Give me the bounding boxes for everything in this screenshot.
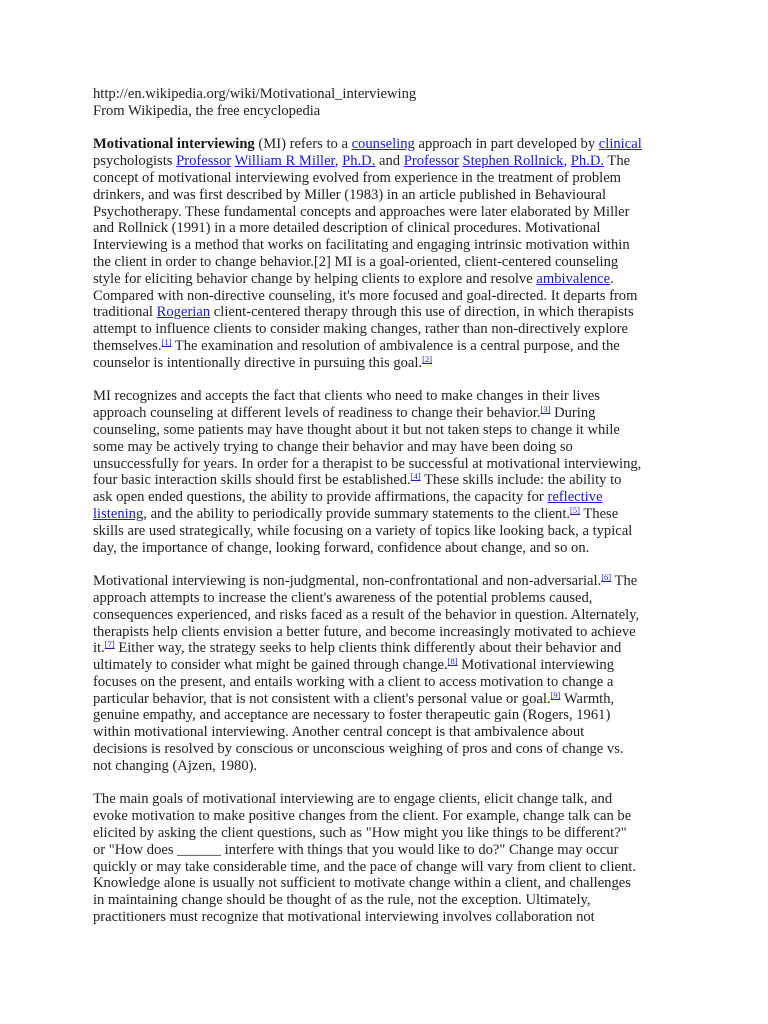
source-url: http://en.wikipedia.org/wiki/Motivational_interviewing bbox=[93, 86, 417, 102]
text-line: or "How does ______ interfere with things that you would like to do?" Change may occur bbox=[93, 841, 619, 858]
link-william-r-miller[interactable]: William R Miller bbox=[234, 153, 335, 170]
paragraph-3 bbox=[93, 573, 683, 775]
text-line: and Rollnick (1991) in a more detailed description of clinical procedures. Motivational bbox=[93, 220, 601, 237]
citation-3[interactable]: [3] bbox=[540, 404, 551, 415]
text-line: Motivational interviewing (MI) refers to a counseling approach in part developed by clinical bbox=[93, 136, 642, 153]
text-line: concept of motivational interviewing evolved from experience in the treatment of problem bbox=[93, 169, 622, 186]
link-rogerian[interactable]: Rogerian bbox=[156, 304, 211, 321]
text-line: psychologists Professor William R Miller, Ph.D. and Professor Stephen Rollnick, Ph.D. The bbox=[93, 153, 631, 170]
text-line: The main goals of motivational interviewing are to engage clients, elicit change talk, and bbox=[93, 791, 613, 808]
text-line: practitioners must recognize that motivational interviewing involves collaboration not bbox=[93, 909, 595, 926]
text-line: not changing (Ajzen, 1980). bbox=[93, 757, 258, 774]
text-line: approach attempts to increase the client's awareness of the potential problems caused, bbox=[93, 589, 593, 606]
text-line: Motivational interviewing is non-judgmental, non-confrontational and non-adversarial.[6] The bbox=[93, 572, 638, 590]
citation-6[interactable]: [6] bbox=[601, 572, 612, 583]
paragraph-1 bbox=[93, 136, 683, 371]
text-line: Interviewing is a method that works on facilitating and engaging intrinsic motivation within bbox=[93, 237, 630, 254]
text-line: themselves.[1] The examination and resolution of ambivalence is a central purpose, and the bbox=[93, 336, 620, 354]
text-line: four basic interaction skills should first be established.[4] These skills include: the ability to bbox=[93, 471, 622, 489]
text-line: therapists help clients envision a better future, and become increasingly motivated to achieve bbox=[93, 623, 636, 640]
link-professor-1[interactable]: Professor bbox=[176, 153, 232, 170]
citation-2[interactable]: [2] bbox=[422, 353, 433, 364]
text-line: focuses on the present, and entails working with a client to access motivation to change a bbox=[93, 673, 614, 690]
paragraph-2 bbox=[93, 388, 683, 556]
link-phd-2[interactable]: Ph.D. bbox=[570, 153, 605, 170]
text-line: some may be actively trying to change their behavior and may have been doing so bbox=[93, 438, 573, 455]
document-header bbox=[93, 86, 683, 120]
citation-9[interactable]: [9] bbox=[550, 689, 561, 700]
text-line: consequences experienced, and risks faced as a result of the behavior in question. Alternately, bbox=[93, 606, 640, 623]
text-line: within motivational interviewing. Another central concept is that ambivalence about bbox=[93, 724, 585, 741]
source-caption: From Wikipedia, the free encyclopedia bbox=[93, 102, 321, 119]
text-line: in maintaining change should be thought of as the rule, not the exception. Ultimately, bbox=[93, 892, 591, 909]
text-line: drinkers, and was first described by Miller (1983) in an article published in Behavioural bbox=[93, 186, 607, 203]
text-line: style for eliciting behavior change by helping clients to explore and resolve ambivalence. bbox=[93, 270, 614, 287]
text-line: genuine empathy, and acceptance are necessary to foster therapeutic gain (Rogers, 1961) bbox=[93, 707, 611, 724]
text-line: approach counseling at different levels of readiness to change their behavior.[3] During bbox=[93, 404, 596, 422]
link-reflective-listening[interactable]: reflective bbox=[547, 489, 603, 506]
link-counseling[interactable]: counseling bbox=[351, 136, 415, 153]
citation-8[interactable]: [8] bbox=[447, 656, 458, 667]
citation-4[interactable]: [4] bbox=[410, 471, 421, 482]
text-line: the client in order to change behavior.[2] MI is a goal-oriented, client-centered counseling bbox=[93, 253, 619, 270]
text-line: Compared with non-directive counseling, it's more focused and goal-directed. It departs from bbox=[93, 287, 638, 304]
link-reflective-listening-cont[interactable]: listening bbox=[93, 505, 144, 522]
text-line: traditional Rogerian client-centered therapy through this use of direction, in which therapists bbox=[93, 304, 634, 321]
text-line: skills are used strategically, while focusing on a variety of topics like looking back, a typical bbox=[93, 522, 633, 539]
text-line: day, the importance of change, looking forward, confidence about change, and so on. bbox=[93, 539, 590, 556]
text-line: MI recognizes and accepts the fact that clients who need to make changes in their lives bbox=[93, 388, 600, 405]
text-line: counseling, some patients may have thought about it but not taken steps to change it while bbox=[93, 421, 620, 438]
link-clinical[interactable]: clinical bbox=[598, 136, 642, 153]
citation-5[interactable]: [5] bbox=[570, 504, 580, 515]
link-phd-1[interactable]: Ph.D. bbox=[342, 153, 376, 170]
text-line: elicited by asking the client questions, such as "How might you like things to be different?" bbox=[93, 825, 627, 842]
article-term: Motivational interviewing bbox=[93, 136, 255, 153]
text-line: attempt to influence clients to consider making changes, rather than non-directively explore bbox=[93, 321, 628, 338]
paragraph-4 bbox=[93, 791, 683, 925]
text-line: it.[7] Either way, the strategy seeks to help clients think differently about their behavior and bbox=[93, 639, 622, 657]
text-line: particular behavior, that is not consistent with a client's personal value or goal.[9] Warmth, bbox=[93, 689, 615, 707]
link-professor-2[interactable]: Professor bbox=[403, 153, 459, 170]
text-line: decisions is resolved by conscious or unconscious weighing of pros and cons of change vs. bbox=[93, 741, 624, 758]
text-line: listening, and the ability to periodically provide summary statements to the client.[5] These bbox=[93, 504, 619, 522]
text-line: ask open ended questions, the ability to provide affirmations, the capacity for reflective bbox=[93, 489, 603, 506]
citation-1[interactable]: [1] bbox=[161, 336, 172, 347]
document-page bbox=[93, 86, 683, 943]
link-ambivalence[interactable]: ambivalence bbox=[536, 270, 611, 287]
citation-7[interactable]: [7] bbox=[104, 639, 115, 650]
text-line: quickly or may take considerable time, and the pace of change will vary from client to client. bbox=[93, 858, 637, 875]
text-line: Knowledge alone is usually not sufficient to motivate change within a client, and challenges bbox=[93, 875, 631, 892]
text-line: Psychotherapy. These fundamental concepts and approaches were later elaborated by Miller bbox=[93, 203, 630, 220]
link-stephen-rollnick[interactable]: Stephen Rollnick bbox=[462, 153, 564, 170]
text-line: evoke motivation to make positive changes from the client. For example, change talk can be bbox=[93, 808, 632, 825]
text-line: counselor is intentionally directive in pursuing this goal.[2] bbox=[93, 353, 433, 371]
text-line: ultimately to consider what might be gained through change.[8] Motivational interviewing bbox=[93, 656, 614, 674]
text-line: unsuccessfully for years. In order for a therapist to be successful at motivational interviewing, bbox=[93, 455, 642, 472]
